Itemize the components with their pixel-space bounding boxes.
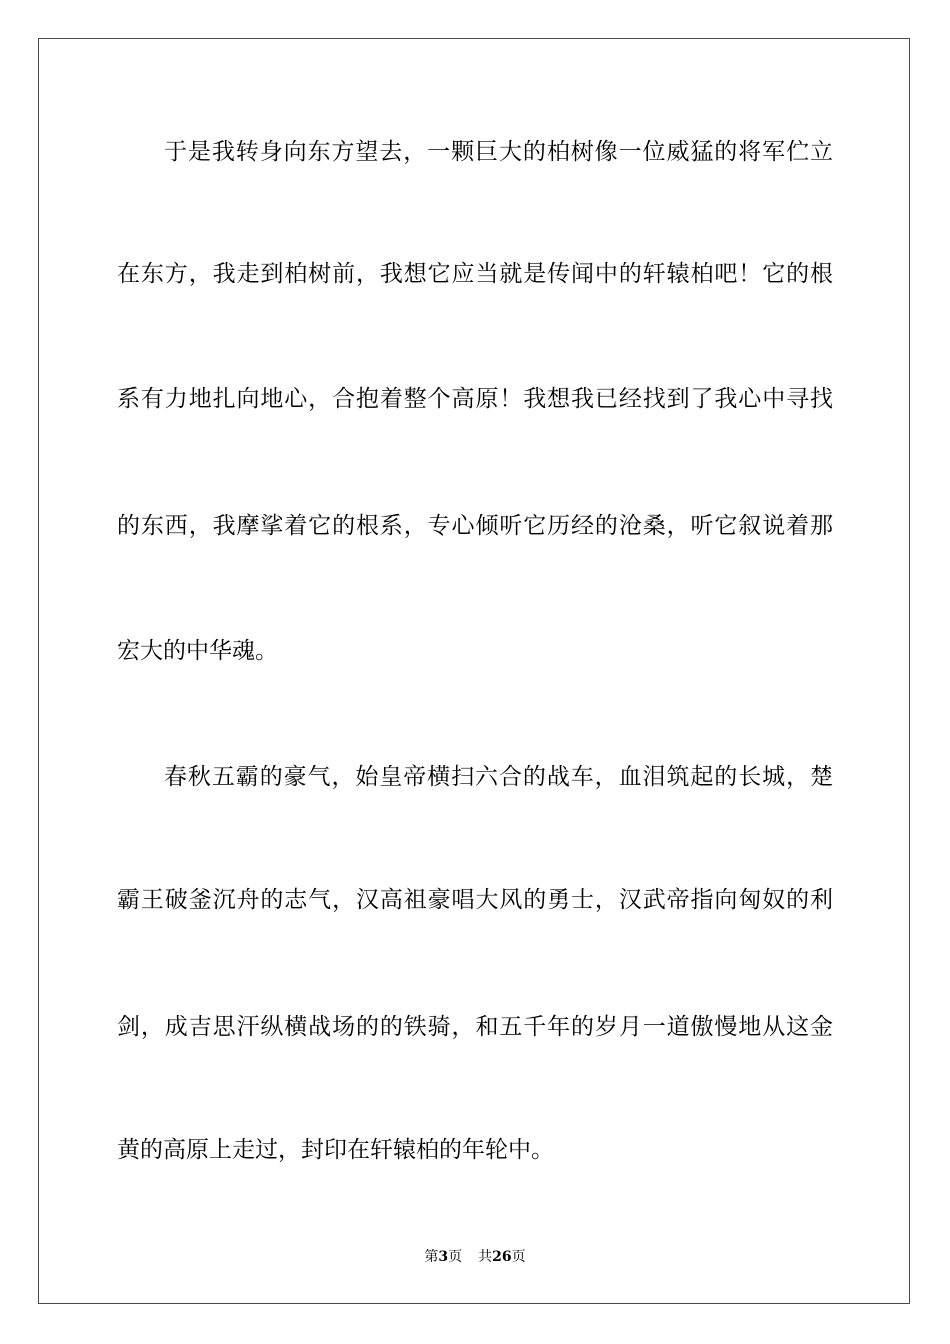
paragraph-1-line-1: 于是我转身向东方望去，一颗巨大的柏树像一位威猛的将军伫立: [164, 139, 833, 165]
paragraph-2-line-4: 黄的高原上走过，封印在轩辕柏的年轮中。: [117, 1137, 554, 1163]
page-footer: [0, 1248, 950, 1266]
paragraph-1-line-2: 在东方，我走到柏树前，我想它应当就是传闻中的轩辕柏吧！它的根: [117, 261, 833, 287]
footer-page-suffix: 页: [448, 1249, 463, 1265]
footer-page-prefix: 第: [424, 1249, 439, 1265]
footer-total-prefix: 共: [478, 1249, 493, 1265]
paragraph-2-line-3: 剑，成吉思汗纵横战场的的铁骑，和五千年的岁月一道傲慢地从这金: [117, 1014, 833, 1040]
paragraph-1-line-5: 宏大的中华魂。: [117, 638, 278, 664]
paragraph-2-line-1: 春秋五霸的豪气，始皇帝横扫六合的战车，血泪筑起的长城，楚: [164, 764, 833, 790]
footer-total-suffix: 页: [511, 1249, 526, 1265]
footer-total-pages: 26: [492, 1249, 512, 1265]
paragraph-1-line-3: 系有力地扎向地心，合抱着整个高原！我想我已经找到了我心中寻找: [117, 386, 833, 412]
paragraph-1-line-4: 的东西，我摩挲着它的根系，专心倾听它历经的沧桑，听它叙说着那: [117, 513, 833, 539]
paragraph-2-line-2: 霸王破釜沉舟的志气，汉高祖豪唱大风的勇士，汉武帝指向匈奴的利: [117, 887, 833, 913]
footer-page-number: 3: [438, 1249, 449, 1265]
page-border: [38, 38, 910, 1304]
